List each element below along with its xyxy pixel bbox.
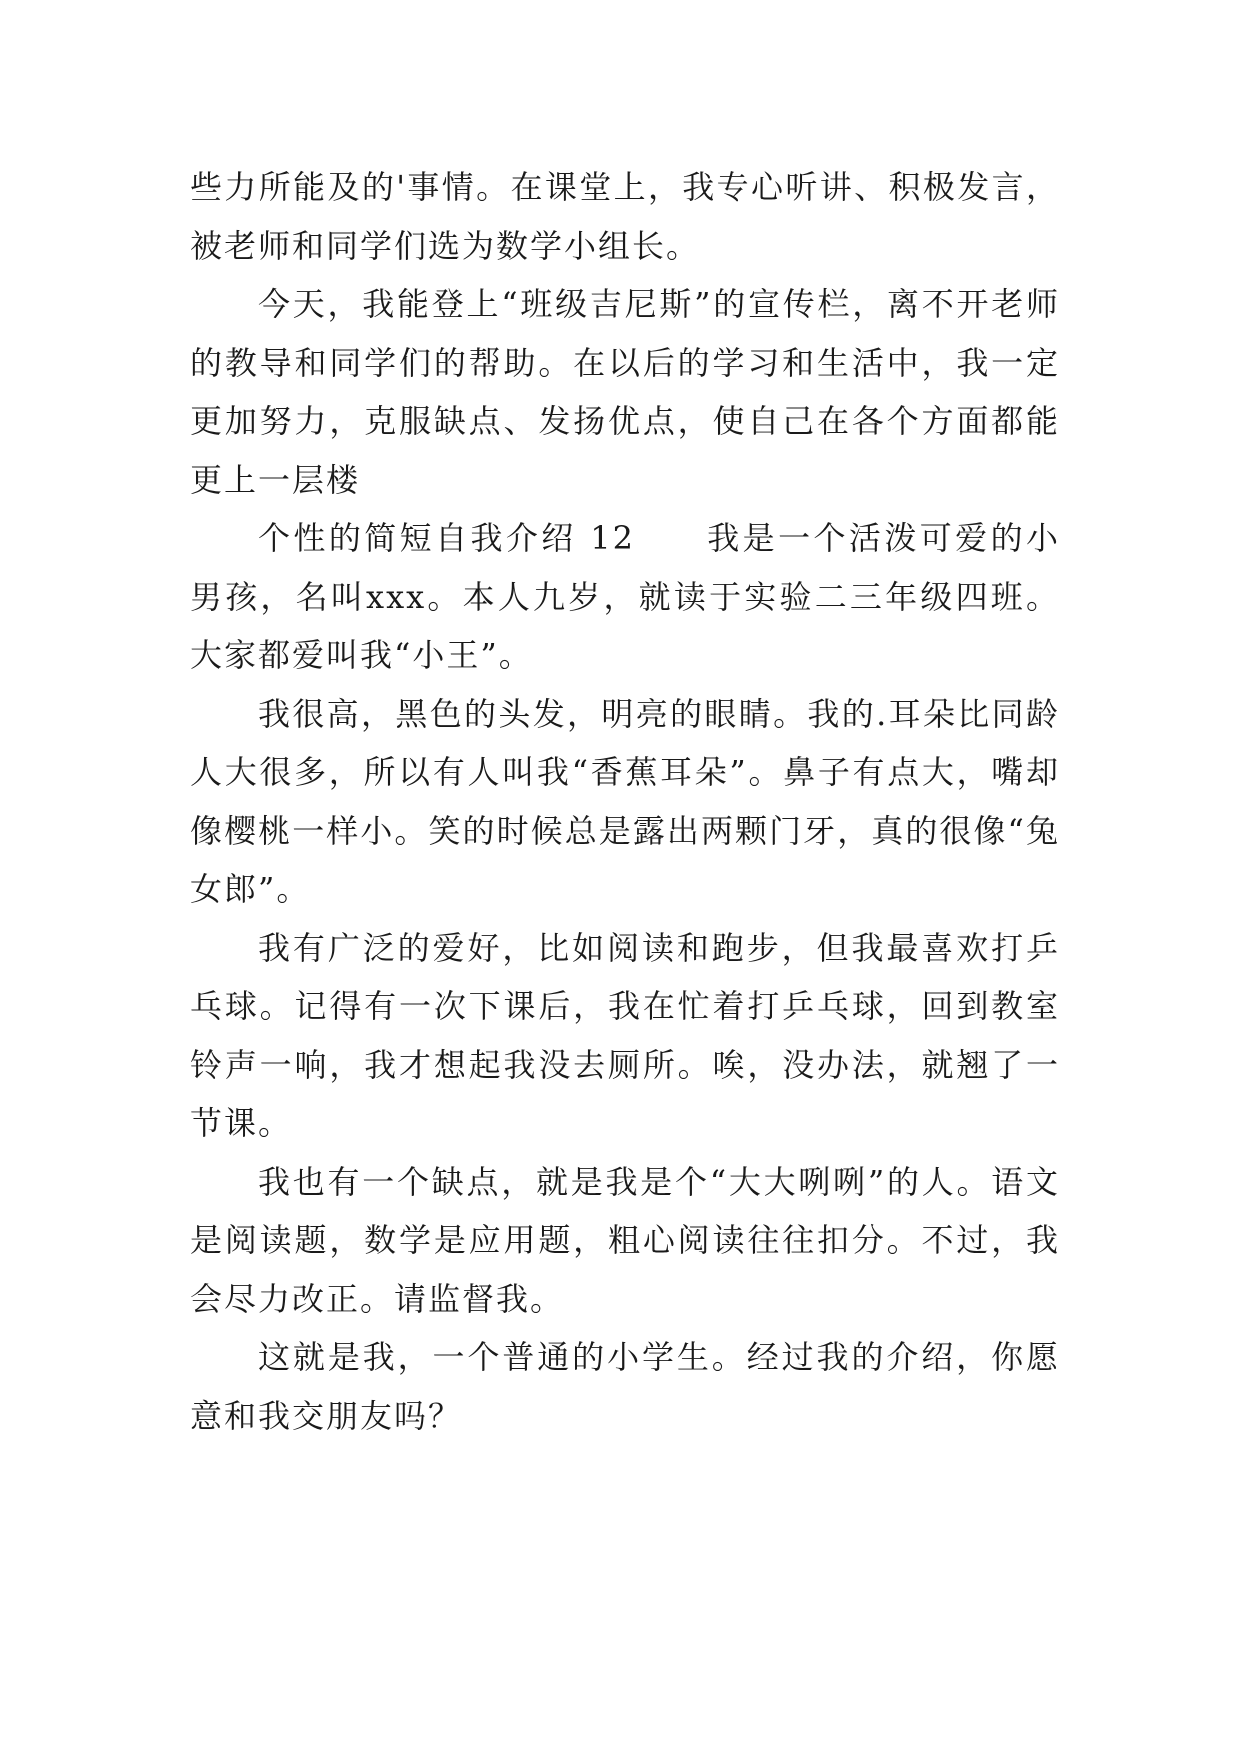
paragraph-1: 些力所能及的'事情。在课堂上，我专心听讲、积极发言，被老师和同学们选为数学小组长。 — [190, 168, 1060, 265]
paragraph-6: 我也有一个缺点，就是我是个“大大咧咧”的人。语文是阅读题，数学是应用题，粗心阅读往往扣分。不过，我会尽力改正。请监督我。 — [190, 1162, 1060, 1318]
paragraph-7: 这就是我，一个普通的小学生。经过我的介绍，你愿意和我交朋友吗？ — [190, 1338, 1060, 1435]
paragraph-4: 我很高，黑色的头发，明亮的眼睛。我的.耳朵比同龄人大很多，所以有人叫我“香蕉耳朵”。鼻子有点大，嘴却像樱桃一样小。笑的时候总是露出两颗门牙，真的很像“兔女郎”。 — [190, 694, 1060, 908]
paragraph-2: 今天，我能登上“班级吉尼斯”的宣传栏，离不开老师的教导和同学们的帮助。在以后的学习和生活中，我一定更加努力，克服缺点、发扬优点，使自己在各个方面都能更上一层楼 — [190, 285, 1060, 499]
paragraph-5: 我有广泛的爱好，比如阅读和跑步，但我最喜欢打乒乓球。记得有一次下课后，我在忙着打乒乓球，回到教室铃声一响，我才想起我没去厕所。唉，没办法，就翘了一节课。 — [190, 928, 1060, 1142]
document-body — [190, 158, 1060, 1445]
paragraph-3: 个性的简短自我介绍 12 我是一个活泼可爱的小男孩，名叫xxx。本人九岁，就读于实验二三年级四班。大家都爱叫我“小王”。 — [190, 519, 1060, 674]
